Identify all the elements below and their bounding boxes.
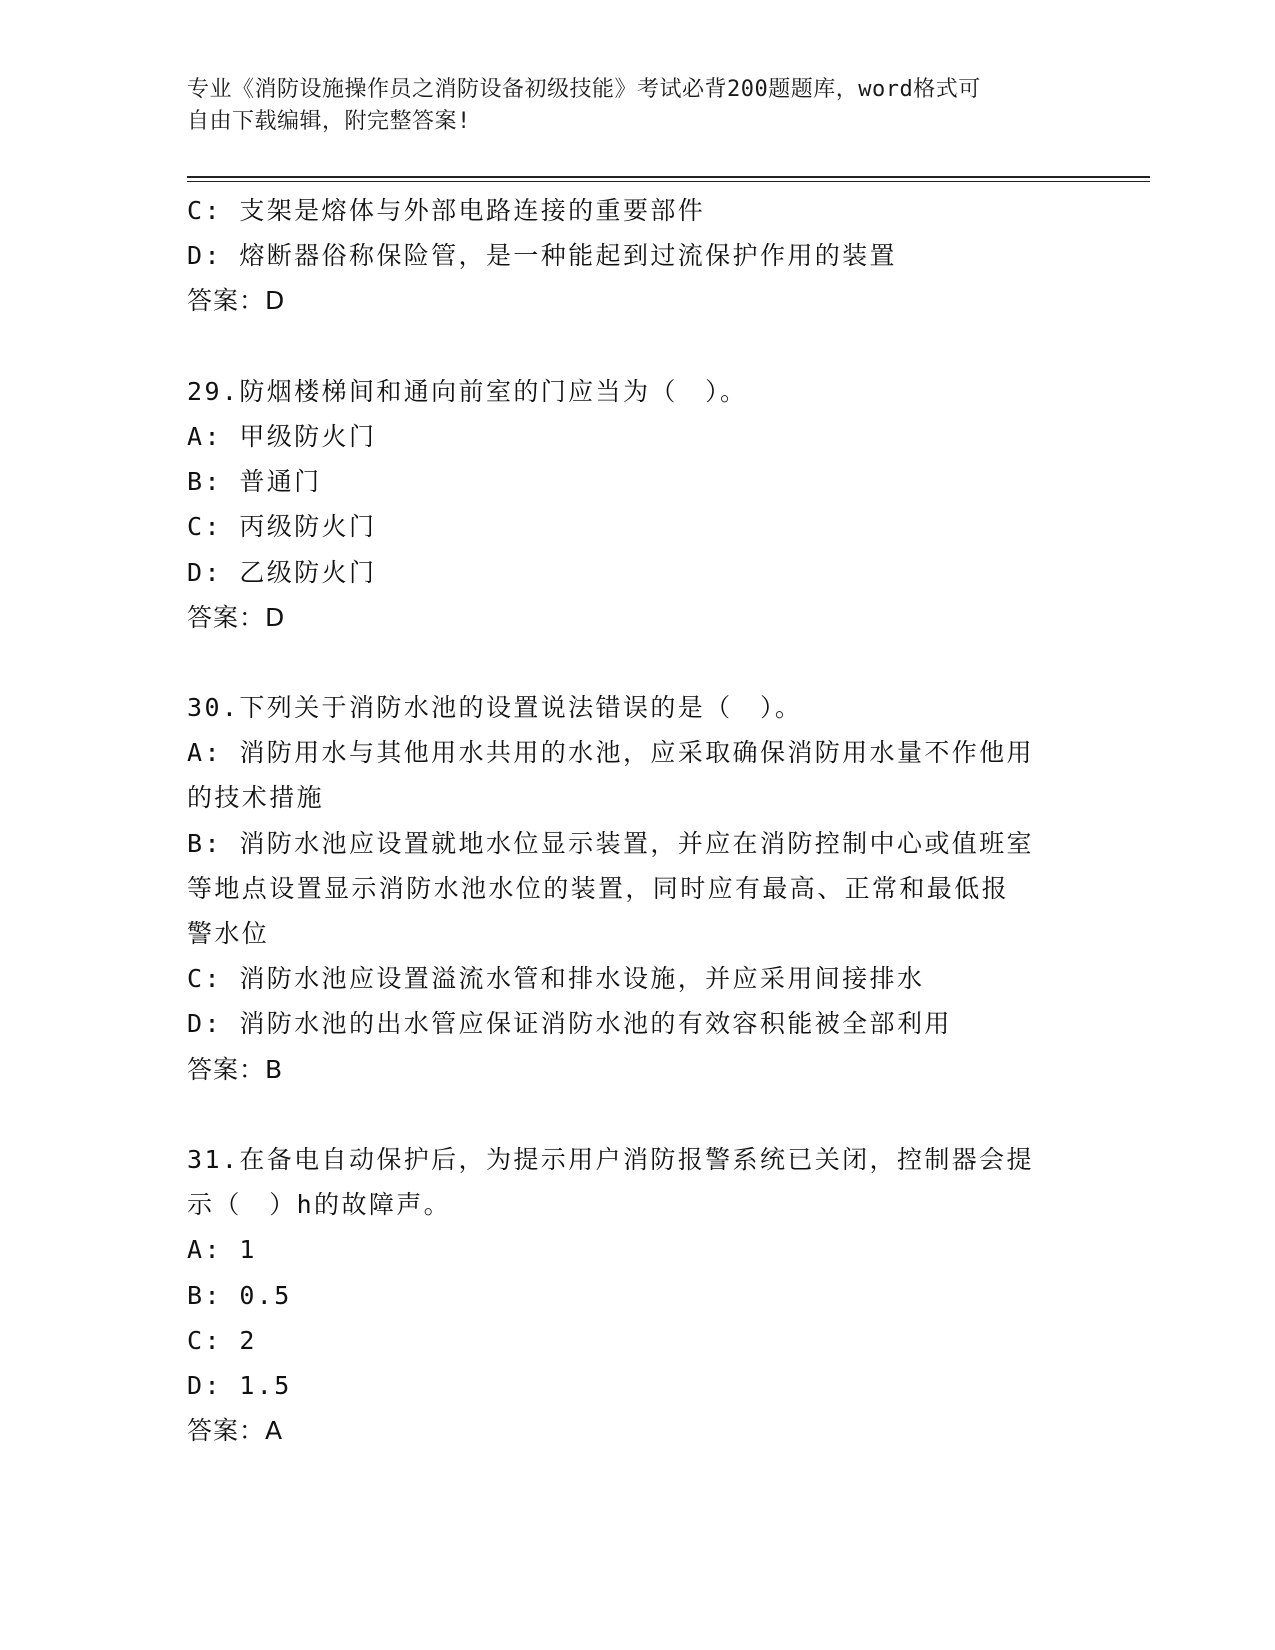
option-line: D: 消防水池的出水管应保证消防水池的有效容积能被全部利用 bbox=[187, 1009, 952, 1039]
answer-line: 答案：A bbox=[187, 1416, 284, 1446]
question-30-stem: 30.下列关于消防水池的设置说法错误的是（ ）。 bbox=[187, 693, 803, 723]
option-line: 的技术措施 bbox=[187, 783, 325, 813]
option-line: B: 消防水池应设置就地水位显示装置，并应在消防控制中心或值班室 bbox=[187, 828, 1034, 858]
option-line: 等地点设置显示消防水池水位的装置，同时应有最高、正常和最低报 bbox=[187, 873, 1010, 903]
answer-line: 答案：D bbox=[187, 602, 286, 632]
option-line: C: 消防水池应设置溢流水管和排水设施，并应采用间接排水 bbox=[187, 964, 925, 994]
option-c: C: 2 bbox=[187, 1325, 257, 1355]
option-d: D: 1.5 bbox=[187, 1370, 292, 1400]
header-line-1: 专业《消防设施操作员之消防设备初级技能》考试必背200题题库，word格式可 bbox=[187, 77, 981, 102]
option-a: A: 甲级防火门 bbox=[187, 421, 377, 451]
question-list bbox=[187, 188, 1087, 1453]
spacer bbox=[187, 324, 1087, 369]
option-line: A: 消防用水与其他用水共用的水池，应采取确保消防用水量不作他用 bbox=[187, 738, 1034, 768]
option-line: 警水位 bbox=[187, 919, 270, 948]
spacer bbox=[187, 1092, 1087, 1137]
option-d: D: 熔断器俗称保险管，是一种能起到过流保护作用的装置 bbox=[187, 241, 897, 271]
header-divider-thick bbox=[187, 176, 1150, 178]
header-divider-thin bbox=[187, 181, 1150, 182]
question-31-stem: 31.在备电自动保护后，为提示用户消防报警系统已关闭，控制器会提 bbox=[187, 1144, 1034, 1174]
question-31-stem: 示（ ）h的故障声。 bbox=[187, 1190, 452, 1220]
option-b: B: 普通门 bbox=[187, 467, 322, 497]
option-a: A: 1 bbox=[187, 1235, 257, 1265]
answer-line: 答案：D bbox=[187, 286, 286, 316]
document-header bbox=[187, 74, 1087, 138]
option-b: B: 0.5 bbox=[187, 1280, 292, 1310]
option-c: C: 丙级防火门 bbox=[187, 512, 377, 542]
option-c: C: 支架是熔体与外部电路连接的重要部件 bbox=[187, 196, 706, 225]
question-29-stem: 29.防烟楼梯间和通向前室的门应当为（ ）。 bbox=[187, 376, 748, 406]
answer-line: 答案：B bbox=[187, 1054, 284, 1084]
spacer bbox=[187, 640, 1087, 685]
header-line-2: 自由下载编辑，附完整答案! bbox=[187, 109, 471, 134]
option-d: D: 乙级防火门 bbox=[187, 557, 377, 587]
